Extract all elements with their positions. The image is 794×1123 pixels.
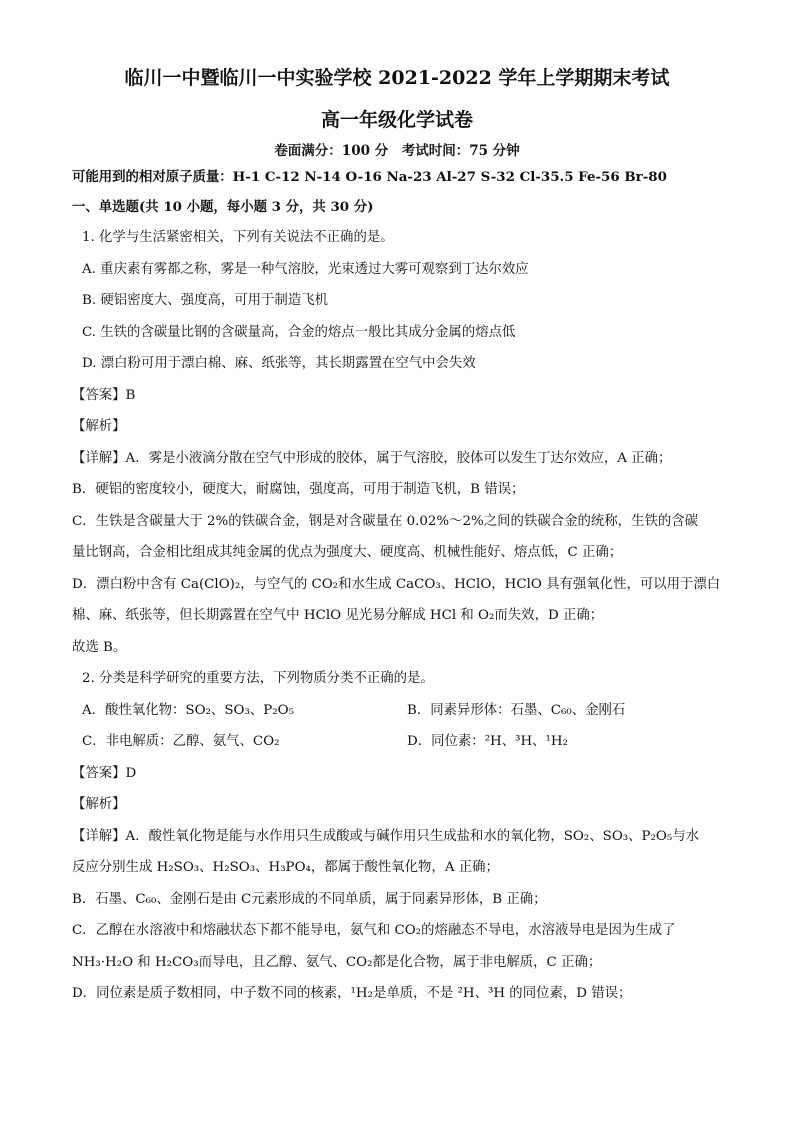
option-c: C. 生铁的含碳量比钢的含碳量高，合金的熔点一般比其成分金属的熔点低 bbox=[82, 324, 516, 340]
detail-a: 【详解】A．酸性氧化物是能与水作用只生成酸或与碱作用只生成盐和水的氧化物，SO₂、SO₃、P₂O₅与水 bbox=[72, 828, 700, 844]
detail-d: D．同位素是质子数相同，中子数不同的核素，¹H₂是单质，不是 ²H、³H 的同位素，D 错误； bbox=[72, 986, 632, 1001]
conclusion: 故选 B。 bbox=[72, 639, 127, 655]
analysis-label: 【解析】 bbox=[72, 797, 126, 812]
option-d: D. 漂白粉可用于漂白棉、麻、纸张等，其长期露置在空气中会失效 bbox=[82, 356, 476, 371]
detail-b: B．石墨、C₆₀、金刚石是由 C元素形成的不同单质，属于同素异形体，B 正确； bbox=[72, 891, 547, 907]
option-b: B. 硬铝密度大、强度高，可用于制造飞机 bbox=[82, 293, 328, 308]
option-c: C．非电解质：乙醇、氨气、CO₂ bbox=[82, 734, 280, 749]
detail-d-cont: 棉、麻、纸张等，但长期露置在空气中 HClO 见光易分解成 HCl 和 O₂而失效，D 正确； bbox=[72, 608, 604, 623]
question-2 bbox=[72, 663, 722, 1010]
question-stem: 1. 化学与生活紧密相关，下列有关说法不正确的是。 bbox=[82, 230, 394, 245]
options-row-ab bbox=[72, 695, 722, 727]
atomic-masses: 可能用到的相对原子质量：H-1 C-12 N-14 O-16 Na-23 Al-27 S-32 Cl-35.5 Fe-56 Br-80 bbox=[72, 169, 667, 185]
detail-a: 【详解】A．雾是小液滴分散在空气中形成的胶体，属于气溶胶，胶体可以发生丁达尔效应，A 正确； bbox=[72, 450, 672, 466]
section-heading: 一、单选题(共 10 小题，每小题 3 分，共 30 分) bbox=[72, 199, 374, 215]
detail-b: B．硬铝的密度较小，硬度大，耐腐蚀，强度高，可用于制造飞机，B 错误； bbox=[72, 482, 525, 497]
question-stem: 2. 分类是科学研究的重要方法，下列物质分类不正确的是。 bbox=[82, 671, 434, 686]
exam-subtitle: 高一年级化学试卷 bbox=[320, 109, 473, 131]
detail-c: C．生铁是含碳量大于 2%的铁碳合金，钢是对含碳量在 0.02%～2%之间的铁碳合金的统称，生铁的含碳 bbox=[72, 513, 699, 529]
detail-d: D．漂白粉中含有 Ca(ClO)₂，与空气的 CO₂和水生成 CaCO₃、HClO，HClO 具有强氧化性，可以用于漂白 bbox=[72, 576, 721, 592]
detail-c: C．乙醇在水溶液中和熔融状态下都不能导电，氨气和 CO₂的熔融态不导电，水溶液导电是因为生成了 bbox=[72, 923, 676, 938]
answer-label: 【答案】D bbox=[72, 765, 137, 781]
option-b: B．同素异形体：石墨、C₆₀、金刚石 bbox=[407, 702, 626, 718]
detail-c-cont: 量比钢高，合金相比组成其纯金属的优点为强度大、硬度高、机械性能好、熔点低，C 正确； bbox=[72, 545, 623, 560]
options-row-cd bbox=[72, 726, 722, 758]
exam-page bbox=[72, 64, 722, 1010]
detail-c-cont: NH₃·H₂O 和 H₂CO₃而导电，且乙醇、氨气、CO₂都是化合物，属于非电解质，C 正确； bbox=[72, 954, 602, 970]
option-a: A．酸性氧化物：SO₂、SO₃、P₂O₅ bbox=[82, 702, 294, 718]
question-1 bbox=[72, 222, 722, 663]
option-d: D．同位素：²H、³H、¹H₂ bbox=[407, 734, 568, 749]
exam-info: 卷面满分：100 分 考试时间：75 分钟 bbox=[274, 143, 520, 159]
analysis-label: 【解析】 bbox=[72, 419, 126, 434]
option-a: A. 重庆素有雾都之称，雾是一种气溶胶，光束透过大雾可观察到丁达尔效应 bbox=[82, 261, 529, 277]
exam-title: 临川一中暨临川一中实验学校 2021-2022 学年上学期期末考试 bbox=[124, 67, 670, 89]
detail-a-cont: 反应分别生成 H₂SO₃、H₂SO₃、H₃PO₄，都属于酸性氧化物，A 正确； bbox=[72, 860, 499, 875]
answer-label: 【答案】B bbox=[72, 387, 136, 403]
